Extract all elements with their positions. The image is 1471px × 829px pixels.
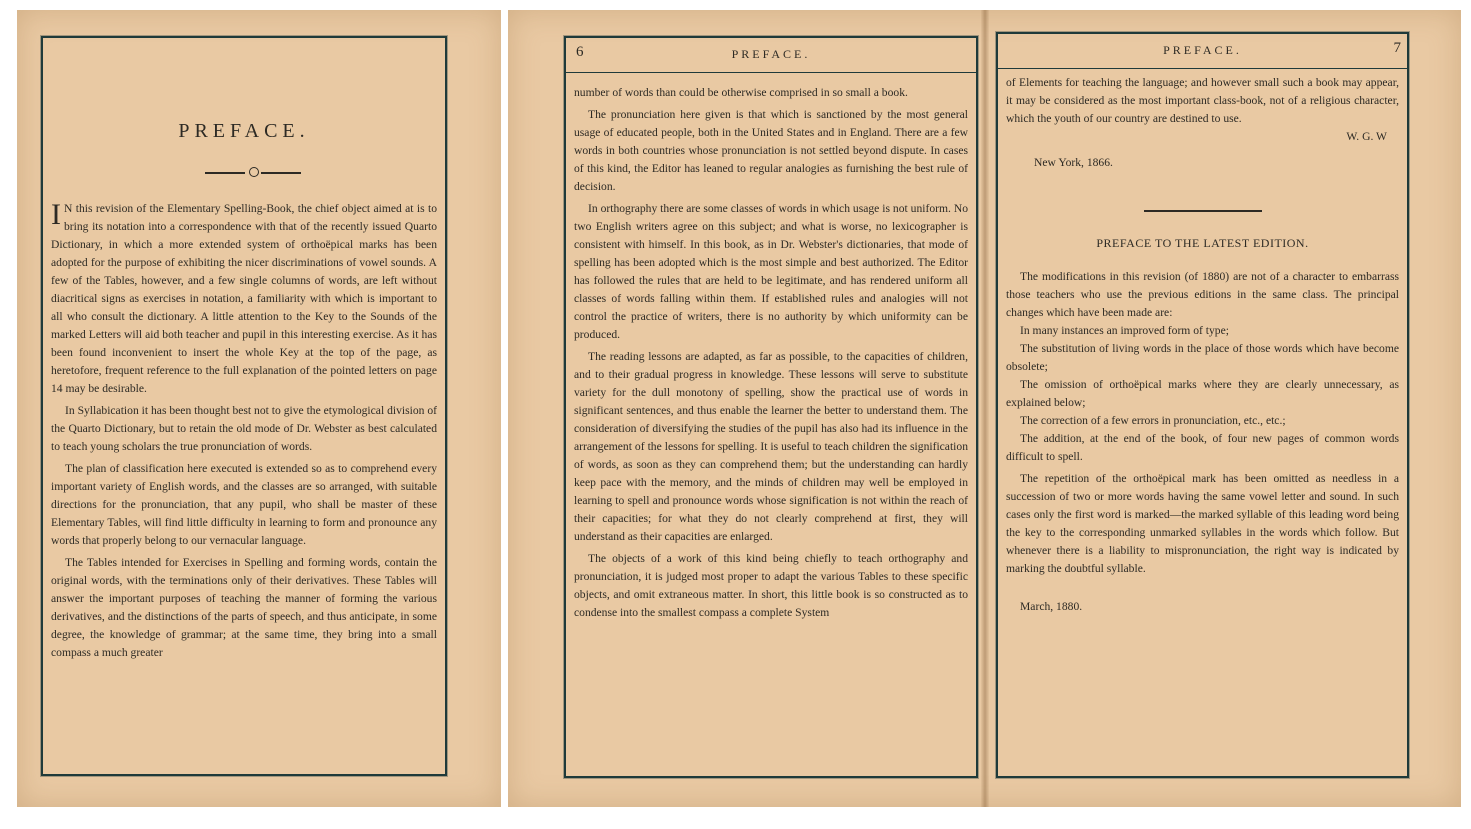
ornament-line (261, 172, 301, 174)
list-item: The addition, at the end of the book, of four new pages of common words difficult to spell. (1006, 431, 1399, 463)
page-7-frame (996, 32, 1409, 778)
paragraph: The pronunciation here given is that which is sanctioned by the most general usage of educated people, both in the United States and in England. There are a few words in both countries whose pronunciation is not settled beyond dispute. In cases of this kind, the Editor has leaned to regular analogies as furnishing the best rule of decision. (574, 108, 968, 193)
paragraph-text: N this revision of the Elementary Spelling-Book, the chief object aimed at is to bring its notation into a correspondence with that of the recently issued Quarto Dictionary, in which a more extended system of orthoëpical marks has been adopted for the purpose of exhibiting the nicer discriminations of vowel sounds. A few of the Tables, however, and a few single columns of words, are left without diacritical signs as exercises in notation, a familiarity with which is important to all who consult the dictionary. A little attention to the Key to the Sounds of the marked Letters will aid both teacher and pupil in this interesting exercise. As it has been found inconvenient to insert the whole Key at the top of the page, as heretofore, frequent reference to the full explanation of the pointed letters on page 14 may be desirable. (51, 202, 437, 395)
list-item: In many instances an improved form of type; (1020, 323, 1229, 337)
paragraph: The objects of a work of this kind being chiefly to teach orthography and pronunciation, it is judged most proper to adapt the various Tables to these specific objects, and omit extraneous matter. In short, this little book is so constructed as to condense into the smallest compass a complete System (574, 552, 968, 619)
running-head (566, 38, 976, 73)
running-head-title: PREFACE. (731, 47, 811, 61)
ornament-line (205, 172, 245, 174)
title-ornament (205, 166, 305, 180)
paragraph: The modifications in this revision (of 1880) are not of a character to embarrass those teachers who use the previous editions in the same class. The principal changes which have been made are: (1006, 269, 1399, 319)
list-item: The correction of a few errors in pronunciation, etc., etc.; (1020, 413, 1286, 427)
paragraph: In orthography there are some classes of words in which usage is not uniform. No two English writers agree on this subject; and what is worse, no lexicographer is consistent with himself. In this book, as in Dr. Webster's dictionaries, that mode of spelling has been adopted which is the most simple and best authorized. The Editor has followed the rules that are held to be legitimate, and has rendered uniform all classes of words falling within them. If established rules and analogies will not control the practice of writers, there is no authority by which uniformity can be produced. (574, 202, 968, 341)
page-title: PREFACE. (178, 120, 310, 142)
place-date: New York, 1866. (1034, 156, 1113, 169)
signature: W. G. W (1346, 130, 1387, 143)
running-head-title: PREFACE. (1163, 43, 1242, 57)
drop-cap: I (51, 198, 61, 231)
paragraph: In Syllabication it has been thought best not to give the etymological division of the Quarto Dictionary, but to retain the old mode of Dr. Webster as best calculated to teach young scholars the true pronunciation of words. (51, 404, 437, 453)
page-5-text (51, 200, 437, 662)
page-5-frame (41, 36, 447, 776)
ornament-circle (249, 167, 259, 177)
paragraph: The Tables intended for Exercises in Spelling and forming words, contain the original words, with the terminations only of their derivatives. These Tables will answer the important purposes of teaching the manner of forming the various derivatives, and the distinctions of the parts of speech, and thus anticipate, in some degree, the knowledge of grammar; at the same time, they bring into a small compass a much greater (51, 556, 437, 659)
list-item: The omission of orthoëpical marks where they are clearly unnecessary, as explained below; (1006, 377, 1399, 409)
paragraph: number of words than could be otherwise comprised in so small a book. (574, 86, 908, 99)
page-number: 7 (1393, 40, 1401, 56)
page-6-frame (564, 36, 978, 778)
paragraph: The plan of classification here executed is extended so as to comprehend every important variety of English words, and the classes are so arranged, with suitable directions for the pronunciation, that any pupil, who shall be master of these Elementary Tables, will find little difficulty in learning to form and pronounce any words that properly belong to our vernacular language. (51, 462, 437, 547)
section-rule (1144, 210, 1262, 212)
book-gutter (981, 10, 989, 807)
paragraph: The reading lessons are adapted, as far as possible, to the capacities of children, and to their gradual progress in knowledge. These lessons will serve to substitute variety for the dull monotony of spelling, show the practical use of words in significant sentences, and thus enable the learner the better to understand them. The consideration of diversifying the studies of the pupil has also had its influence in the arrangement of the lessons for spelling. It is useful to teach children the signification of words, as soon as they can comprehend them; but the understanding can hardly keep pace with the memory, and the minds of children may well be employed in learning to spell and pronounce words whose signification is not within the reach of their capacities; for what they do not clearly comprehend at first, they will understand as their capacities are enlarged. (574, 350, 968, 543)
page-6-text (574, 84, 968, 622)
paragraph: of Elements for teaching the language; and however small such a book may appear, it may be considered as the most important class-book, not of a religious character, which the youth of our country are destined to use. (1006, 76, 1399, 125)
list-item: The substitution of living words in the place of those words which have become obsolete; (1006, 341, 1399, 373)
section-heading: PREFACE TO THE LATEST EDITION. (1096, 235, 1309, 250)
date-line: March, 1880. (1020, 599, 1083, 613)
paragraph: The repetition of the orthoëpical mark has been omitted as needless in a succession of two or more words having the same vowel letter and sound. In such cases only the first word is marked—the marked syllable of this leading word being the key to the corresponding unmarked syllables in the words which follow. But whenever there is a liability to mispronunciation, the right way is indicated by marking the doubtful syllable. (1006, 471, 1399, 575)
page-7-text (1006, 74, 1399, 616)
running-head (998, 34, 1407, 69)
paragraph (51, 200, 437, 398)
page-number: 6 (576, 44, 584, 60)
